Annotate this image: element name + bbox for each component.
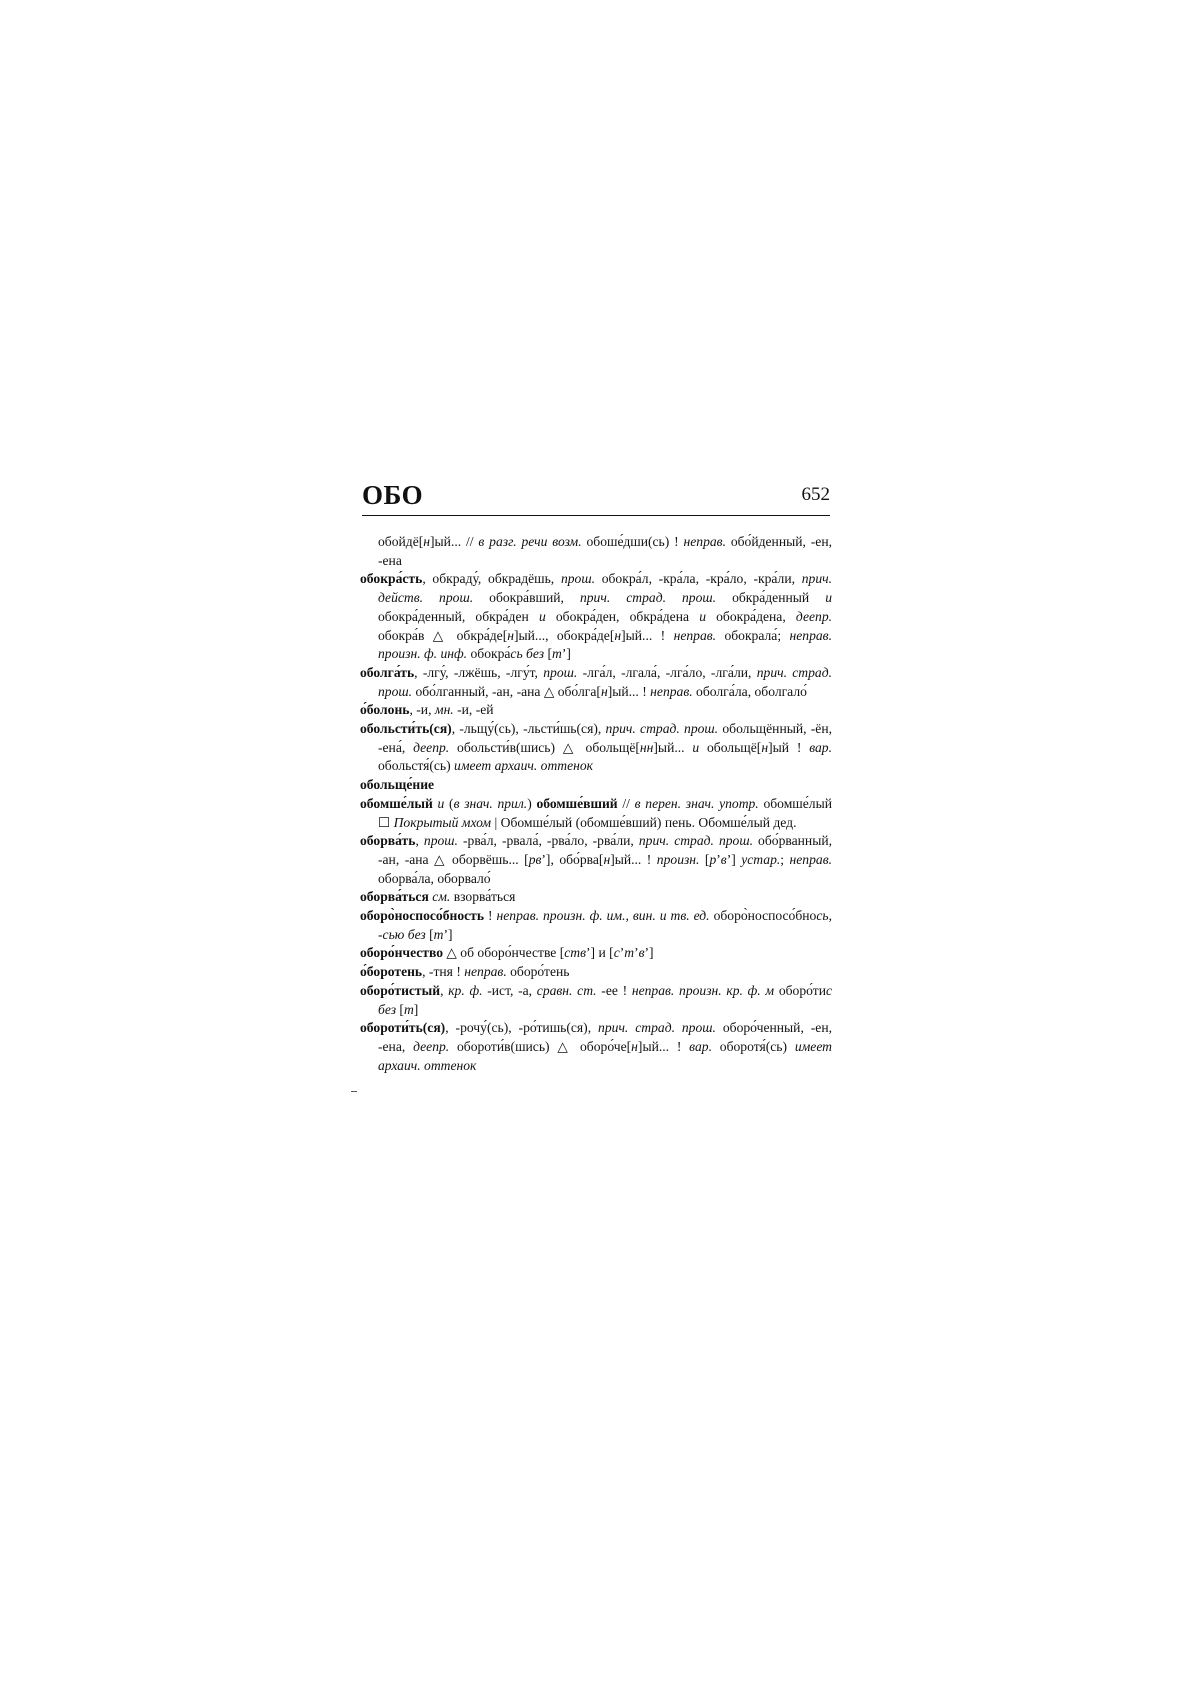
dictionary-entries (360, 533, 832, 1075)
entry-continuation: обойдё[н]ый... // в разг. речи возм. обоше́дши(сь) ! неправ. обо́йденный, -ен, -ена (378, 534, 833, 568)
dictionary-entry: оболга́ть, -лгу́, -лжёшь, -лгу́т, прош. -лга́л, -лгала́, -лга́ло, -лга́ли, прич. страд. прош. обо́лганный, -ан, -ана △ обо́лга[н]ый... ! неправ. оболга́ла, оболгало́ (360, 664, 832, 699)
dictionary-entry: оборо̀носпосо́бность ! неправ. произн. ф. им., вин. и тв. ед. оборо̀носпосо́бнось, -сью без [тʼ] (360, 908, 832, 942)
page-header (362, 480, 830, 510)
dictionary-entry: о́болонь, -и, мн. -и, -ей (360, 702, 494, 718)
header-rule (362, 515, 830, 516)
dictionary-entry: обольще́ние (360, 777, 435, 793)
dictionary-entry: обокра́сть, обкраду́, обкрадёшь, прош. обокра́л, -кра́ла, -кра́ло, -кра́ли, прич. действ. прош. обокра́вший, прич. страд. прош. обкра́денный и обокра́денный, обкра́ден и обокра́ден, обкра́дена и обокра́дена, деепр. обокра́в △ обкра́де[н]ый..., обокра́де[н]ый... ! неправ. обокрала́; неправ. произн. ф. инф. обокра́сь без [тʼ] (360, 571, 833, 662)
stray-mark (351, 1091, 357, 1092)
dictionary-entry: оборва́ть, прош. -рва́л, -рвала́, -рва́ло, -рва́ли, прич. страд. прош. обо́рванный, -ан, -ана △ оборвёшь... [рвʼ], обо́рва[н]ый... ! произн. [рʼвʼ] устар.; неправ. оборва́ла, оборвало́ (360, 833, 832, 886)
dictionary-entry: оборо́тистый, кр. ф. -ист, -а, сравн. ст. -ее ! неправ. произн. кр. ф. м оборо́тис без [т] (360, 982, 833, 1017)
dictionary-entry: оборва́ться см. взорва́ться (360, 889, 516, 905)
dictionary-entry: оборо́нчество △ об оборо́нчестве [ствʼ] и [сʼтʼвʼ] (360, 945, 654, 961)
dictionary-entry: обольсти́ть(ся), -льщу́(сь), -льсти́шь(ся), прич. страд. прош. обольщённый, -ён, -ена́, деепр. обольсти́в(шись) △ обольщё[нн]ый... и обольщё[н]ый ! вар. обольстя́(сь) имеет архаич. оттенок (360, 721, 833, 774)
dictionary-entry: обороти́ть(ся), -рочу́(сь), -ро́тишь(ся), прич. страд. прош. оборо́ченный, -ен, -ена, деепр. обороти́в(шись) △ оборо́че[н]ый... ! вар. оборотя́(сь) имеет архаич. оттенок (360, 1020, 832, 1073)
dictionary-entry: обомше́лый и (в знач. прил.) обомше́вший // в перен. знач. употр. обомше́лый ☐ Покрытый мхом | Обомше́лый (обомше́вший) пень. Обомше́лый дед. (360, 795, 832, 830)
section-label: ОБО (362, 480, 424, 510)
page-number: 652 (801, 484, 830, 505)
dictionary-entry: о́боротень, -тня ! неправ. оборо́тень (360, 964, 570, 980)
